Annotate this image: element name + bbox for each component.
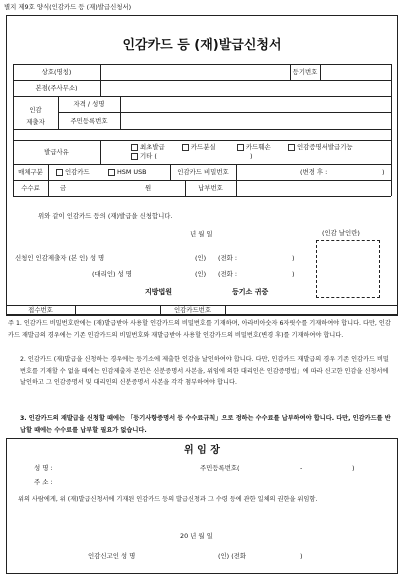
card-number-label: 인감카드번호 — [173, 306, 212, 314]
applicant-name-label: 신청인 인감제출자 (본 인) 성 명 — [15, 254, 105, 262]
checkbox-icon[interactable] — [108, 169, 115, 176]
checkbox-icon[interactable] — [56, 169, 63, 176]
delegate-resident-dash: - — [300, 464, 303, 472]
fee-label: 수수료 — [21, 184, 40, 192]
head-office-label: 본점(주사무소) — [35, 84, 78, 92]
checkbox-icon[interactable] — [131, 144, 138, 151]
registry-office: 등기소 귀중 — [232, 288, 269, 296]
payment-number-label: 납부번호 — [198, 184, 223, 192]
court-name: 지방법원 — [145, 288, 173, 296]
checkbox-icon[interactable] — [131, 153, 138, 160]
reason-certificate[interactable]: 인감증명서발급기능 — [288, 143, 353, 151]
delegate-name-label: 성 명 : — [34, 464, 53, 472]
fee-currency: 금 — [60, 184, 67, 192]
delegate-resident-label: 주민등록번호( — [200, 464, 240, 472]
note-3: 3. 인감카드의 재발급을 신청할 때에는 「등기사항증명서 등 수수료규칙」으로 정하는 수수료를 납부하여야 합니다. 다만, 인감카드를 반납할 때에는 수수료를 납부할 필요가 없습니다. — [20, 415, 391, 434]
seal-holder-label: 인감 제출자 — [26, 106, 45, 126]
checkbox-icon[interactable] — [288, 144, 295, 151]
delegation-title: 위 임 장 — [184, 445, 220, 456]
applicant-phone: (전화 : — [218, 254, 238, 262]
registration-number-label: 등기번호 — [292, 68, 318, 76]
resident-number-label: 주민등록번호 — [70, 117, 108, 125]
agent-phone-close: ) — [292, 270, 295, 278]
media-seal-card[interactable]: 인감카드 — [56, 168, 90, 176]
changed-password-label: (변경 후 : — [300, 168, 328, 176]
request-statement: 위와 같이 인감카드 등의 (재)발급을 신청합니다. — [38, 212, 173, 220]
issue-reason-label: 발급사유 — [44, 148, 69, 156]
note-1: 주 1. 인감카드 비밀번호란에는 (재)발급받아 사용할 인감카드의 비밀번호를 기재하며, 아라비아숫자 6자릿수를 기재하여야 합니다. 다만, 인감카드 재발급의 경우에는 기존 인감카드의 비밀번호와 재발급받아 사용할 인감카드의 비밀번호(변경 후)를 기재하여야 합니다. — [8, 320, 391, 339]
changed-password-close: ) — [382, 168, 385, 176]
form-caption: 별지 제9호 양식(인감카드 등 (재)발급신청서) — [4, 3, 132, 11]
applicant-seal: (인) — [195, 254, 207, 262]
checkbox-icon[interactable] — [182, 144, 189, 151]
agent-name-label: (대리인) 성 명 — [92, 270, 132, 278]
reason-first-issue[interactable]: 최초발급 — [131, 143, 165, 151]
company-name-label: 상호(명칭) — [41, 68, 72, 76]
reason-other[interactable]: 기타 ( — [131, 152, 157, 160]
reason-card-damaged[interactable]: 카드훼손 — [237, 143, 271, 151]
position-name-label: 자격 / 성명 — [73, 100, 105, 108]
delegator-seal-phone: (인) (전화 — [218, 552, 247, 560]
delegation-text: 위의 사람에게, 위 (재)발급신청서에 기재된 인감카드 등의 발급신청과 그 수령 등에 관한 일체의 권한을 위임함. — [18, 496, 318, 503]
reason-other-close: ) — [250, 152, 253, 160]
seal-box-label: (인감 날인란) — [322, 229, 360, 237]
page-title: 인감카드 등 (재)발급신청서 — [122, 38, 282, 53]
fee-won: 원 — [145, 184, 152, 192]
request-date: 년 월 일 — [190, 230, 213, 238]
applicant-phone-close: ) — [292, 254, 295, 262]
delegate-address-label: 주 소 : — [34, 478, 53, 486]
card-password-label: 인감카드 비밀번호 — [177, 168, 229, 176]
note-2: 2. 인감카드 (재)발급을 신청하는 경우에는 등기소에 제출한 인감을 날인하여야 합니다. 다만, 인감카드 재발급의 경우 기존 인감카드 비밀번호를 기재할 수 없을 때에는 인감제출자 본인은 신분증명서 사본을, 위임에 의한 대리인은 인감증명법」에 따라 신고한 인감을 신청서에 날인하고 그 인감증명서 및 대리인의 신분증명서 사본을 각각 첨부하여야 합니다. — [20, 356, 389, 386]
delegation-frame — [6, 438, 398, 574]
media-type-label: 매체구분 — [18, 168, 43, 176]
delegation-date: 20 년 월 일 — [180, 532, 213, 540]
agent-phone: (전화 : — [218, 270, 238, 278]
delegator-name-label: 인감신고인 성 명 — [88, 552, 136, 560]
checkbox-icon[interactable] — [237, 144, 244, 151]
reason-card-lost[interactable]: 카드분실 — [182, 143, 216, 151]
delegator-phone-close: ) — [300, 552, 303, 560]
agent-seal: (인) — [195, 270, 207, 278]
seal-stamp-box — [316, 240, 380, 298]
receipt-number-label: 접수번호 — [28, 306, 53, 314]
delegate-resident-close: ) — [352, 464, 355, 472]
media-hsm-usb[interactable]: HSM USB — [108, 168, 147, 176]
